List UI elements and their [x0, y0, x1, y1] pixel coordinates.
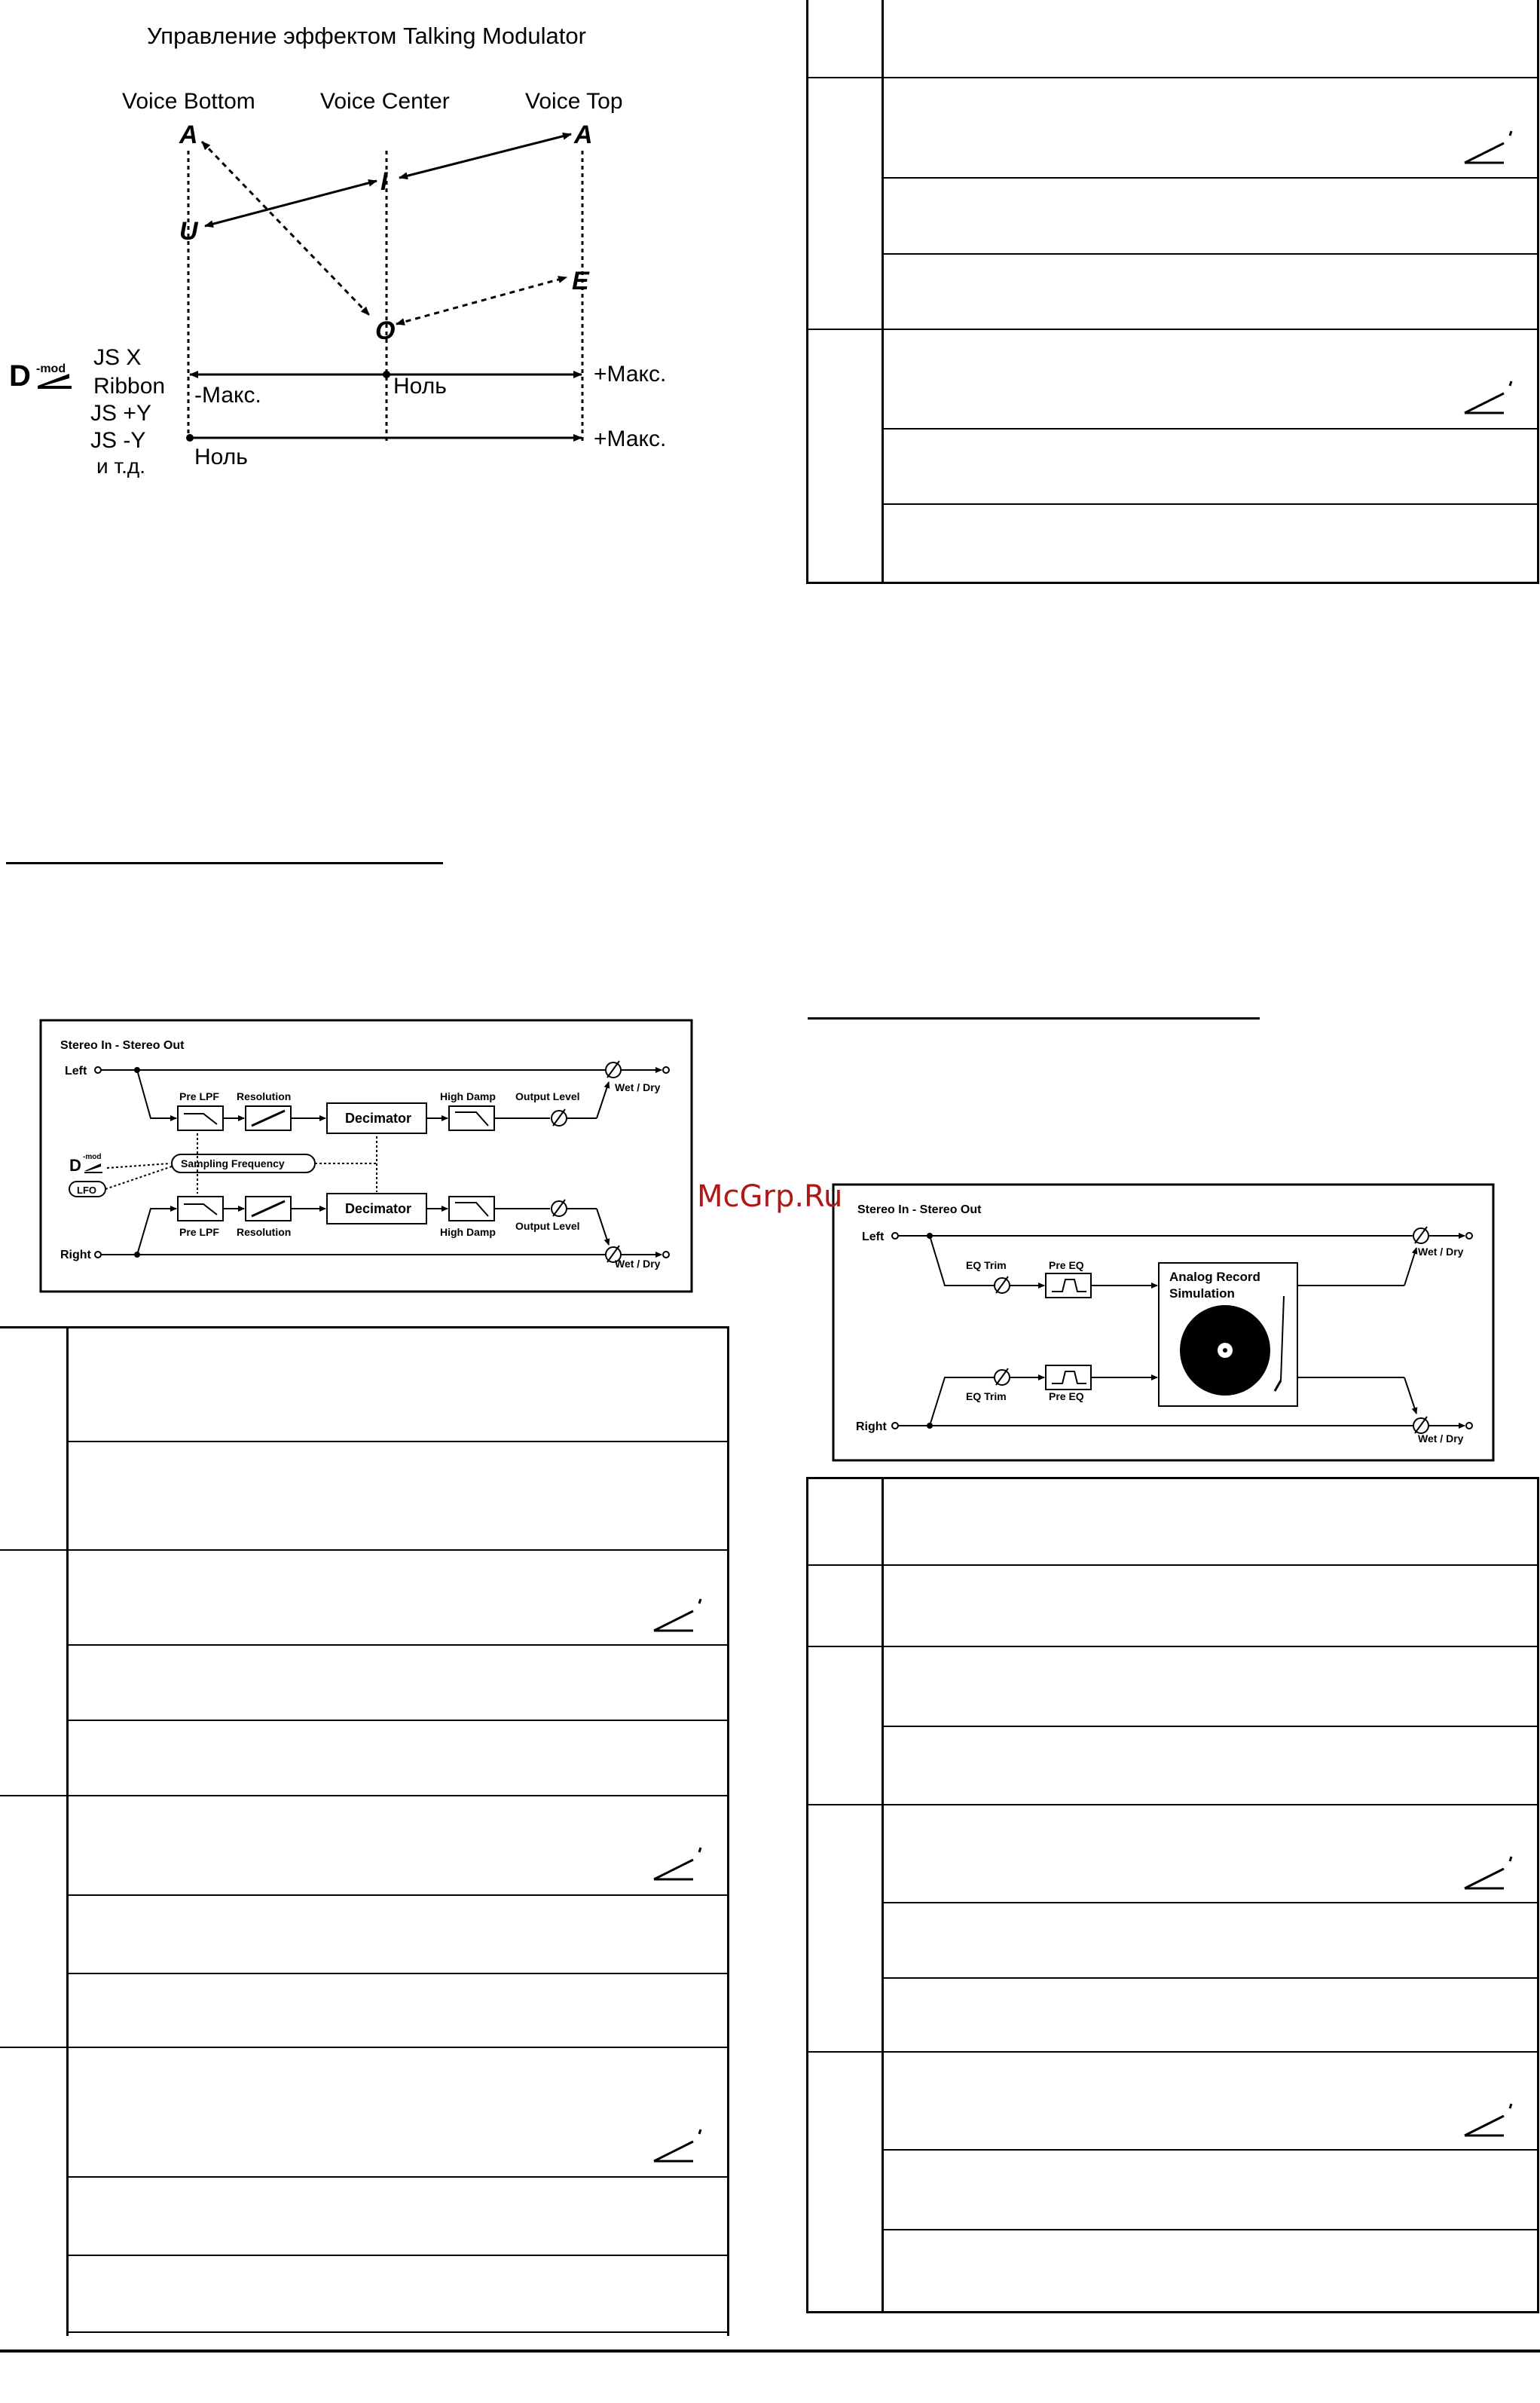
wet-dry-label-bottom-right: Wet / Dry	[1418, 1432, 1464, 1445]
lfo-label: LFO	[77, 1185, 96, 1196]
vowel-e: E	[572, 267, 589, 295]
pre-eq-label-bottom: Pre EQ	[1049, 1390, 1084, 1402]
wet-dry-label-bottom: Wet / Dry	[615, 1258, 661, 1270]
source-js-minus-y: JS -Y	[90, 428, 146, 453]
section-rule-right	[808, 1017, 1260, 1020]
footer-rule	[0, 2349, 1540, 2353]
minus-max-label: -Макс.	[194, 383, 261, 408]
modulation-icon	[1462, 1854, 1516, 1896]
simulation-label-line1: Analog Record	[1169, 1270, 1260, 1284]
analog-record-block-diagram	[832, 1183, 1495, 1462]
decimator-label-bottom: Decimator	[345, 1201, 412, 1216]
dmod-symbol: D	[9, 359, 31, 393]
vowel-u: U	[179, 217, 198, 246]
decimator-label-top: Decimator	[345, 1111, 412, 1126]
analog-io-heading: Stereo In - Stereo Out	[857, 1203, 982, 1216]
output-level-label-bottom: Output Level	[515, 1220, 580, 1232]
plus-max-label-2: +Макс.	[594, 426, 667, 451]
zero-label-1: Ноль	[393, 374, 447, 399]
dmod-superscript: -mod	[36, 362, 66, 375]
decimator-io-heading: Stereo In - Stereo Out	[60, 1039, 185, 1052]
output-level-label-top: Output Level	[515, 1090, 580, 1102]
right-input-label: Right	[60, 1249, 91, 1261]
voice-bottom-label: Voice Bottom	[122, 89, 255, 114]
vowel-o: O	[375, 316, 396, 345]
pre-lpf-label-top: Pre LPF	[179, 1090, 219, 1102]
vowel-i: I	[380, 167, 388, 196]
section-rule-left	[6, 862, 443, 864]
analog-left-label: Left	[862, 1231, 885, 1243]
vowel-a-left: A	[179, 121, 198, 149]
dmod-symbol-small: D	[69, 1156, 81, 1175]
high-damp-label-bottom: High Damp	[440, 1226, 496, 1238]
vowel-a-right: A	[574, 121, 593, 149]
decimator-block-diagram	[39, 1019, 693, 1293]
resolution-label-bottom: Resolution	[237, 1226, 292, 1238]
dmod-superscript-small: -mod	[83, 1153, 102, 1161]
wet-dry-label-top-right: Wet / Dry	[1418, 1246, 1464, 1258]
high-damp-label-top: High Damp	[440, 1090, 496, 1102]
pre-eq-label-top: Pre EQ	[1049, 1259, 1084, 1271]
source-js-x: JS X	[93, 345, 142, 370]
resolution-label-top: Resolution	[237, 1090, 292, 1102]
source-etc: и т.д.	[96, 454, 146, 478]
source-js-plus-y: JS +Y	[90, 401, 151, 426]
plus-max-label-1: +Макс.	[594, 362, 667, 387]
wet-dry-label-top: Wet / Dry	[615, 1081, 661, 1093]
sampling-frequency-label: Sampling Frequency	[181, 1157, 285, 1169]
source-ribbon: Ribbon	[93, 374, 166, 399]
analog-right-label: Right	[856, 1420, 887, 1433]
modulation-icon	[651, 1845, 705, 1887]
talking-modulator-diagram	[0, 0, 753, 482]
modulation-icon	[651, 1596, 705, 1638]
modulation-icon	[1462, 378, 1516, 420]
voice-top-label: Voice Top	[525, 89, 623, 114]
simulation-label-line2: Simulation	[1169, 1286, 1235, 1301]
diagram-title: Управление эффектом Talking Modulator	[147, 23, 586, 49]
watermark-text: McGrp.Ru	[697, 1179, 843, 1214]
eq-trim-label-top: EQ Trim	[966, 1259, 1007, 1271]
voice-center-label: Voice Center	[320, 89, 450, 114]
modulation-icon	[1462, 2101, 1516, 2143]
zero-label-2: Ноль	[194, 445, 248, 469]
pre-lpf-label-bottom: Pre LPF	[179, 1226, 219, 1238]
modulation-icon	[651, 2126, 705, 2169]
modulation-icon	[1462, 128, 1516, 170]
left-input-label: Left	[65, 1065, 87, 1078]
eq-trim-label-bottom: EQ Trim	[966, 1390, 1007, 1402]
